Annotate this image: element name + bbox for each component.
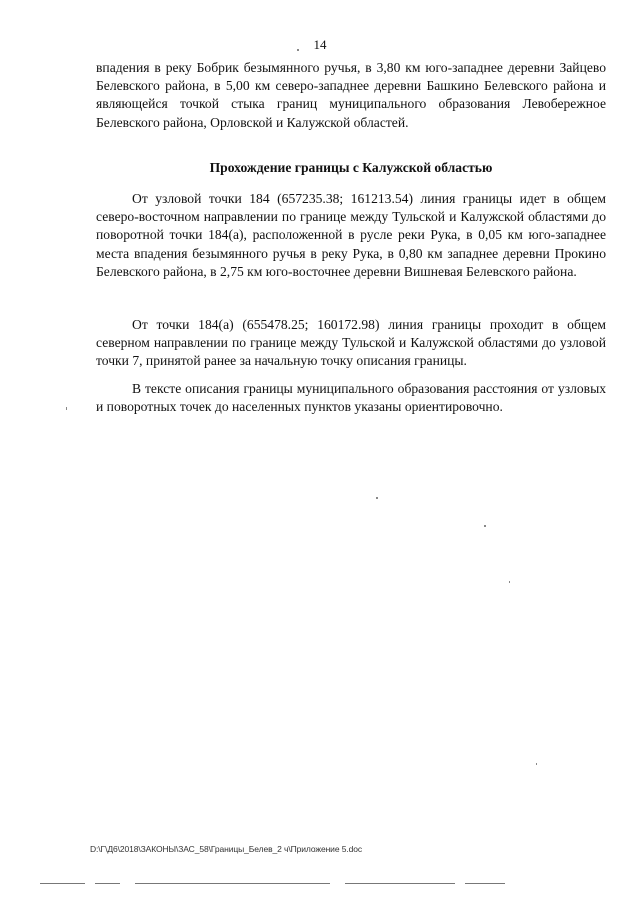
footer-file-path: D:\Г\Д6\2018\ЗАКОНЫ\ЗАС_58\Границы_Белев_2 ч\Приложение 5.doc (90, 844, 363, 854)
scan-speck (536, 763, 537, 765)
scan-speck (484, 525, 486, 527)
scan-speck (297, 49, 299, 51)
paragraph-node-184: От узловой точки 184 (657235.38; 161213.54) линия границы идет в общем северо-восточном направлении по границе между Тульской и Калужской областями до поворотной точки 184(а), расположенной в русле реки Рука, в 0,05 км юго-западнее места впадения безымянного ручья в реку Рука, в 0,80 км западнее деревни Прокино Белевского района, в 2,75 км юго-восточнее деревни Вишневая Белевского района. (96, 191, 606, 279)
scan-bottom-line (40, 883, 85, 884)
scan-bottom-line (345, 883, 455, 884)
section-heading: Прохождение границы с Калужской областью (209, 160, 493, 175)
scan-bottom-line (465, 883, 505, 884)
paragraph-point-184a: От точки 184(а) (655478.25; 160172.98) линия границы проходит в общем северном направлении по границе между Тульской и Калужской областями до узловой точки 7, принятой ранее за начальную точку описания границы. (96, 317, 606, 369)
scan-speck (509, 581, 510, 583)
page-number: 14 (313, 37, 327, 52)
scan-bottom-line (135, 883, 330, 884)
scan-speck (66, 407, 67, 410)
scan-speck (376, 497, 378, 499)
paragraph-distance-note: В тексте описания границы муниципального образования расстояния от узловых и поворотных точек до населенных пунктов указаны ориентировочно. (96, 381, 606, 415)
paragraph-continuation: впадения в реку Бобрик безымянного ручья, в 3,80 км юго-западнее деревни Зайцево Белевского района, в 5,00 км северо-западнее деревни Башкино Белевского района и являющейся точкой стыка границ муниципального образования Левобережное Белевского района, Орловской и Калужской областей. (96, 60, 606, 130)
scan-bottom-line (95, 883, 120, 884)
